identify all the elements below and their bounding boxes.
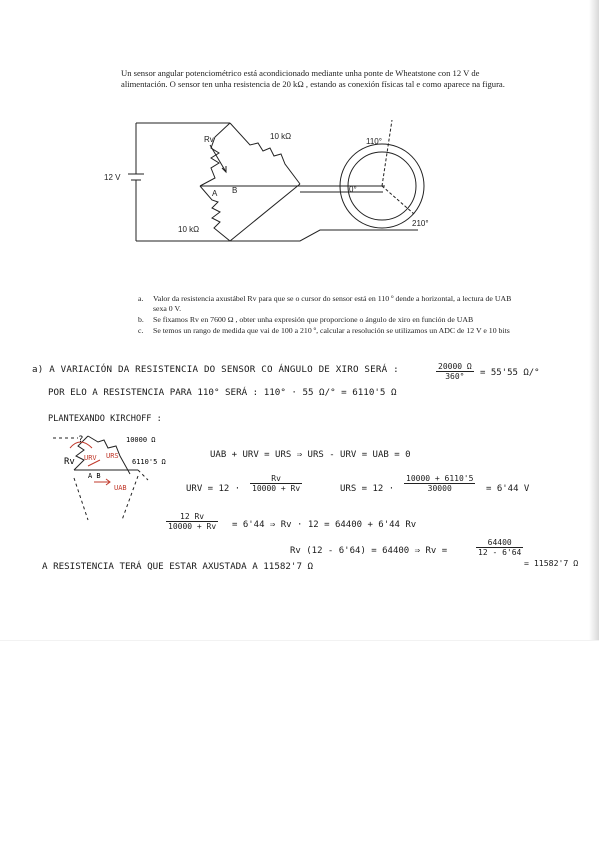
- fraction-urs: [404, 474, 475, 493]
- fraction-denominator: 12 - 6'64: [478, 548, 522, 557]
- answer-line-110: POR ELO A RESISTENCIA PARA 110° SERÁ : 110° · 55 Ω/° = 6110'5 Ω: [48, 387, 397, 398]
- question-text: Se temos un rango de medida que vai de 100 a 210 º, calcular a resolución se utilizamos un ADC de 12 V e 10 bits: [153, 326, 510, 335]
- sketch-r2: 6110'5 Ω: [132, 458, 166, 466]
- angle-210-label: 210°: [412, 219, 429, 228]
- problem-statement: Un sensor angular potenciométrico está acondicionado mediante unha ponte de Wheatstone con 12 V de alimentación. O sensor ten unha resistencia de 20 kΩ , estando as conexión físicas tal e como aparece na figura.: [121, 68, 505, 89]
- answer-line-kirchoff: PLANTEXANDO KIRCHOFF :: [48, 414, 162, 424]
- question-item: [138, 326, 518, 336]
- question-mark: a.: [138, 294, 144, 303]
- equation-urv-lhs: URV = 12 ·: [186, 484, 241, 494]
- scan-bottom-edge: [0, 640, 599, 641]
- sketch-uab: UAB: [114, 484, 127, 492]
- answer-line-variation: a) A VARIACIÓN DA RESISTENCIA DO SENSOR CO ÁNGULO DE XIRO SERÁ :: [32, 364, 399, 375]
- node-b-label: B: [232, 186, 238, 195]
- fraction-numerator: Rv: [250, 474, 302, 484]
- equation-kirchoff: UAB + URV = URS ⇒ URS - URV = UAB = 0: [210, 450, 411, 460]
- sketch-urs: URS: [106, 452, 119, 460]
- sketch-question: ?: [78, 435, 84, 445]
- wheatstone-circuit-diagram: [100, 120, 430, 288]
- question-list: [138, 294, 518, 337]
- node-a-label: A: [212, 189, 218, 198]
- fraction-numerator: 12 Rv: [166, 512, 218, 522]
- fraction-denominator: 10000 + Rv: [168, 522, 217, 531]
- sketch-r1: 10000 Ω: [126, 436, 156, 444]
- fraction-ratio: [166, 512, 218, 531]
- equation-urs-result: = 6'44 V: [486, 484, 530, 494]
- r-top-label: 10 kΩ: [270, 132, 292, 141]
- equation-rv-result: = 11582'7 Ω: [524, 558, 579, 568]
- fraction-rv: [476, 538, 523, 557]
- supply-label: 12 V: [104, 173, 121, 182]
- equation-rv-step: Rv (12 - 6'64) = 64400 ⇒ Rv =: [290, 546, 448, 556]
- sketch-rv: Rv: [64, 457, 75, 467]
- wire-sensor-return: [260, 230, 418, 241]
- question-item: [138, 315, 518, 325]
- wire-bridge-right: [230, 184, 300, 241]
- rv-label: Rv: [204, 135, 214, 144]
- sketch-ab: A B: [88, 472, 101, 480]
- question-mark: b.: [138, 315, 144, 324]
- fraction-numerator: 20000 Ω: [438, 362, 472, 371]
- question-text: Valor da resistencia axustábel Rv para que se o cursor do sensor está en 110 º dende a horizontal, a lectura de UAB sexa 0 V.: [153, 294, 512, 313]
- answer-final: A RESISTENCIA TERÁ QUE ESTAR AXUSTADA A 11582'7 Ω: [42, 561, 314, 572]
- question-item: [138, 294, 518, 314]
- kirchoff-sketch: [48, 430, 168, 540]
- fraction-denominator: 10000 + Rv: [252, 484, 301, 493]
- question-text: Se fixamos Rv en 7600 Ω , obter unha expresión que proporcione o ángulo de xiro en función de UAB: [153, 315, 474, 324]
- fraction-numerator: 10000 + 6110'5: [406, 474, 474, 483]
- fraction-denominator: 360°: [445, 372, 465, 381]
- resistor-rv: [200, 123, 230, 186]
- equation-urs-lhs: URS = 12 ·: [340, 484, 395, 494]
- angle-0-label: 0°: [349, 185, 357, 194]
- variation-result: = 55'55 Ω/°: [480, 368, 540, 378]
- question-mark: c.: [138, 326, 144, 335]
- fraction-denominator: 30000: [427, 484, 452, 493]
- fraction-numerator: 64400: [476, 538, 523, 548]
- wiper-210: [382, 186, 414, 214]
- r-bottom-label: 10 kΩ: [178, 225, 200, 234]
- scan-edge-shadow: [589, 0, 599, 640]
- angle-110-label: 110°: [366, 137, 382, 146]
- equation-solve-step: = 6'44 ⇒ Rv · 12 = 64400 + 6'44 Rv: [232, 520, 417, 530]
- fraction-ohms-per-degree: [436, 362, 474, 381]
- sketch-urv: URV: [84, 454, 97, 462]
- fraction-urv: [250, 474, 302, 493]
